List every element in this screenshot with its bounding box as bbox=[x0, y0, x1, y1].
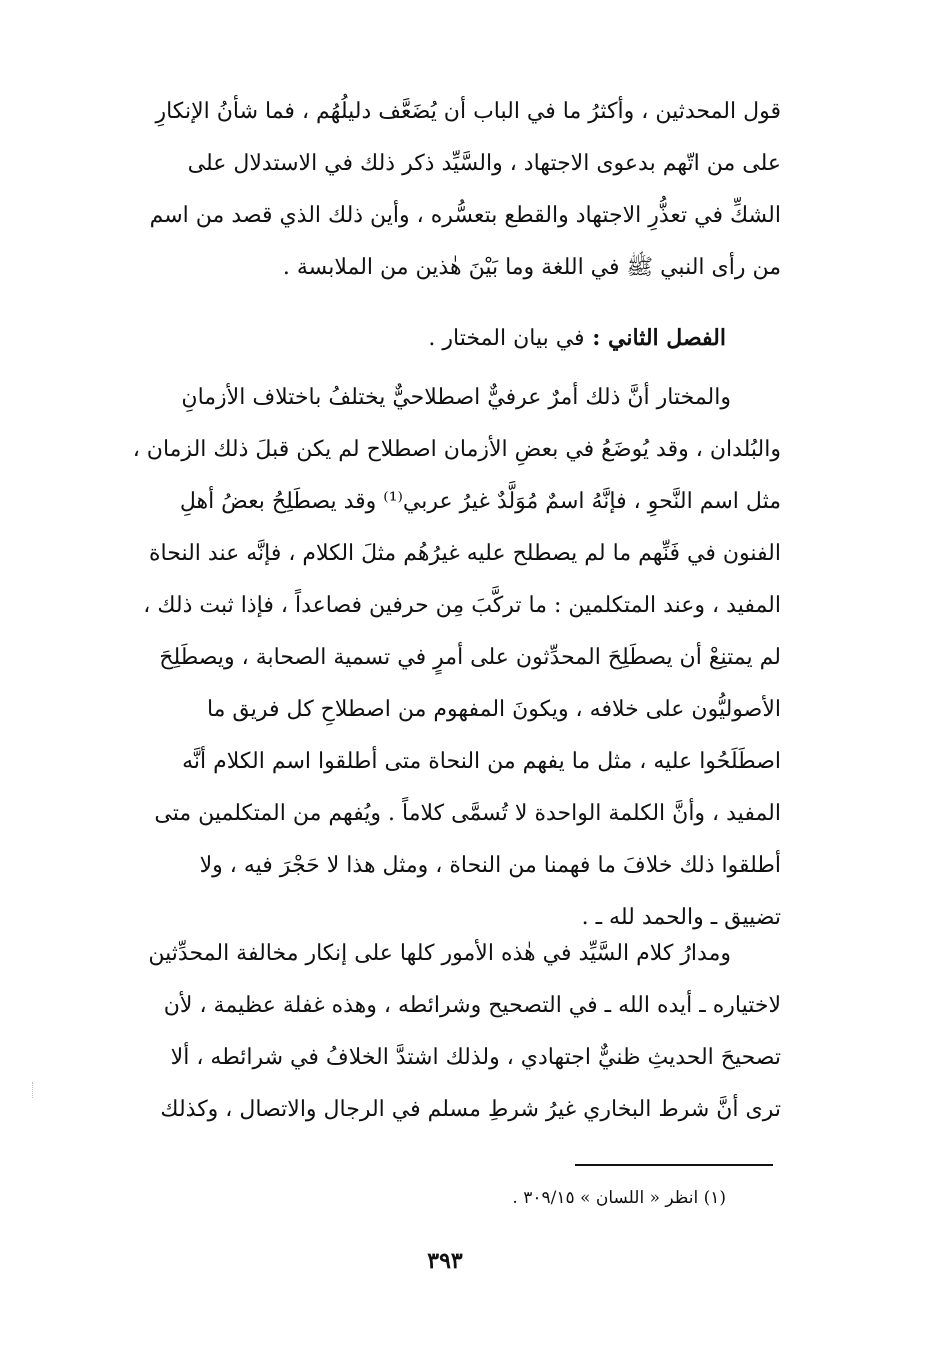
text-line: تصحيحَ الحديثِ ظنيٌّ اجتهادي ، ولذلك اشتدَّ الخلافُ في شرائطه ، ألا bbox=[170, 1045, 781, 1070]
text-line: أطلقوا ذلك خلافَ ما فهمنا من النحاة ، ومثل هذا لا حَجْرَ فيه ، ولا bbox=[199, 853, 781, 878]
footnote: (١) انظر « اللسان » ٣٠٩/١٥ . bbox=[512, 1188, 726, 1208]
footnote-divider bbox=[575, 1164, 773, 1166]
text-line: مثل اسم النَّحوِ ، فإنَّهُ اسمٌ مُوَلَّدٌ غيرُ عربي⁽¹⁾ وقد يصطَلِحُ بعضُ أهلِ bbox=[179, 489, 781, 514]
text-line: المفيد ، وأنَّ الكلمة الواحدة لا تُسمَّى كلاماً . ويُفهم من المتكلمين متى bbox=[154, 801, 781, 826]
text-line: من رأى النبي ﷺ في اللغة وما بَيْنَ هٰذين من الملابسة . bbox=[282, 255, 781, 280]
paragraph-2 bbox=[121, 372, 781, 944]
section-heading-title: الفصل الثاني : bbox=[592, 325, 726, 351]
text-line: والمختار أنَّ ذلك أمرٌ عرفيٌّ اصطلاحيٌّ يختلفُ باختلاف الأزمانِ bbox=[181, 385, 731, 410]
text-line: والبُلدان ، وقد يُوضَعُ في بعضِ الأزمان اصطلاح لم يكن قبلَ ذلك الزمان ، bbox=[132, 437, 781, 462]
text-line: الفنون في فَنِّهم ما لم يصطلح عليه غيرُهُم مثلَ الكلام ، فإنَّه عند النحاة bbox=[149, 541, 781, 566]
text-line: ترى أنَّ شرط البخاري غيرُ شرطِ مسلم في الرجال والاتصال ، وكذلك bbox=[160, 1097, 781, 1122]
text-line: لم يمتنِعْ أن يصطَلِحَ المحدِّثون على أمرٍ في تسمية الصحابة ، ويصطَلِحَ bbox=[159, 645, 781, 670]
scan-mark bbox=[32, 1082, 39, 1098]
text-line: قول المحدثين ، وأكثرُ ما في الباب أن يُضَعَّف دليلُهُم ، فما شأنُ الإنكارِ bbox=[155, 99, 781, 124]
section-heading bbox=[428, 312, 726, 365]
text-line: المفيد ، وعند المتكلمين : ما تركَّبَ مِن حرفين فصاعداً ، فإذا ثبت ذلك ، bbox=[143, 593, 781, 618]
text-line: الشكِّ في تعذُّرِ الاجتهاد والقطع بتعسُّره ، وأين ذلك الذي قصد من اسم bbox=[149, 203, 781, 228]
text-line: الأصوليُّون على خلافه ، ويكونَ المفهوم من اصطلاحِ كل فريق ما bbox=[206, 697, 781, 722]
paragraph-3 bbox=[121, 928, 781, 1136]
text-line: تضييق ـ والحمد لله ـ . bbox=[581, 905, 781, 930]
section-heading-subtitle: في بيان المختار . bbox=[428, 326, 585, 351]
paragraph-1 bbox=[121, 86, 781, 294]
text-line: لاختياره ـ أيده الله ـ في التصحيح وشرائطه ، وهذه غفلة عظيمة ، لأن bbox=[163, 993, 781, 1018]
page-number: ٣٩٣ bbox=[427, 1248, 463, 1274]
text-line: ومدارُ كلام السَّيِّد في هٰذه الأمور كلها على إنكار مخالفة المحدِّثين bbox=[148, 941, 731, 966]
text-line: على من اتّهم بدعوى الاجتهاد ، والسَّيِّد ذكر ذلك في الاستدلال على bbox=[187, 151, 781, 176]
text-line: اصطَلَحُوا عليه ، مثل ما يفهم من النحاة متى أطلقوا اسم الكلام أنَّه bbox=[182, 749, 781, 774]
